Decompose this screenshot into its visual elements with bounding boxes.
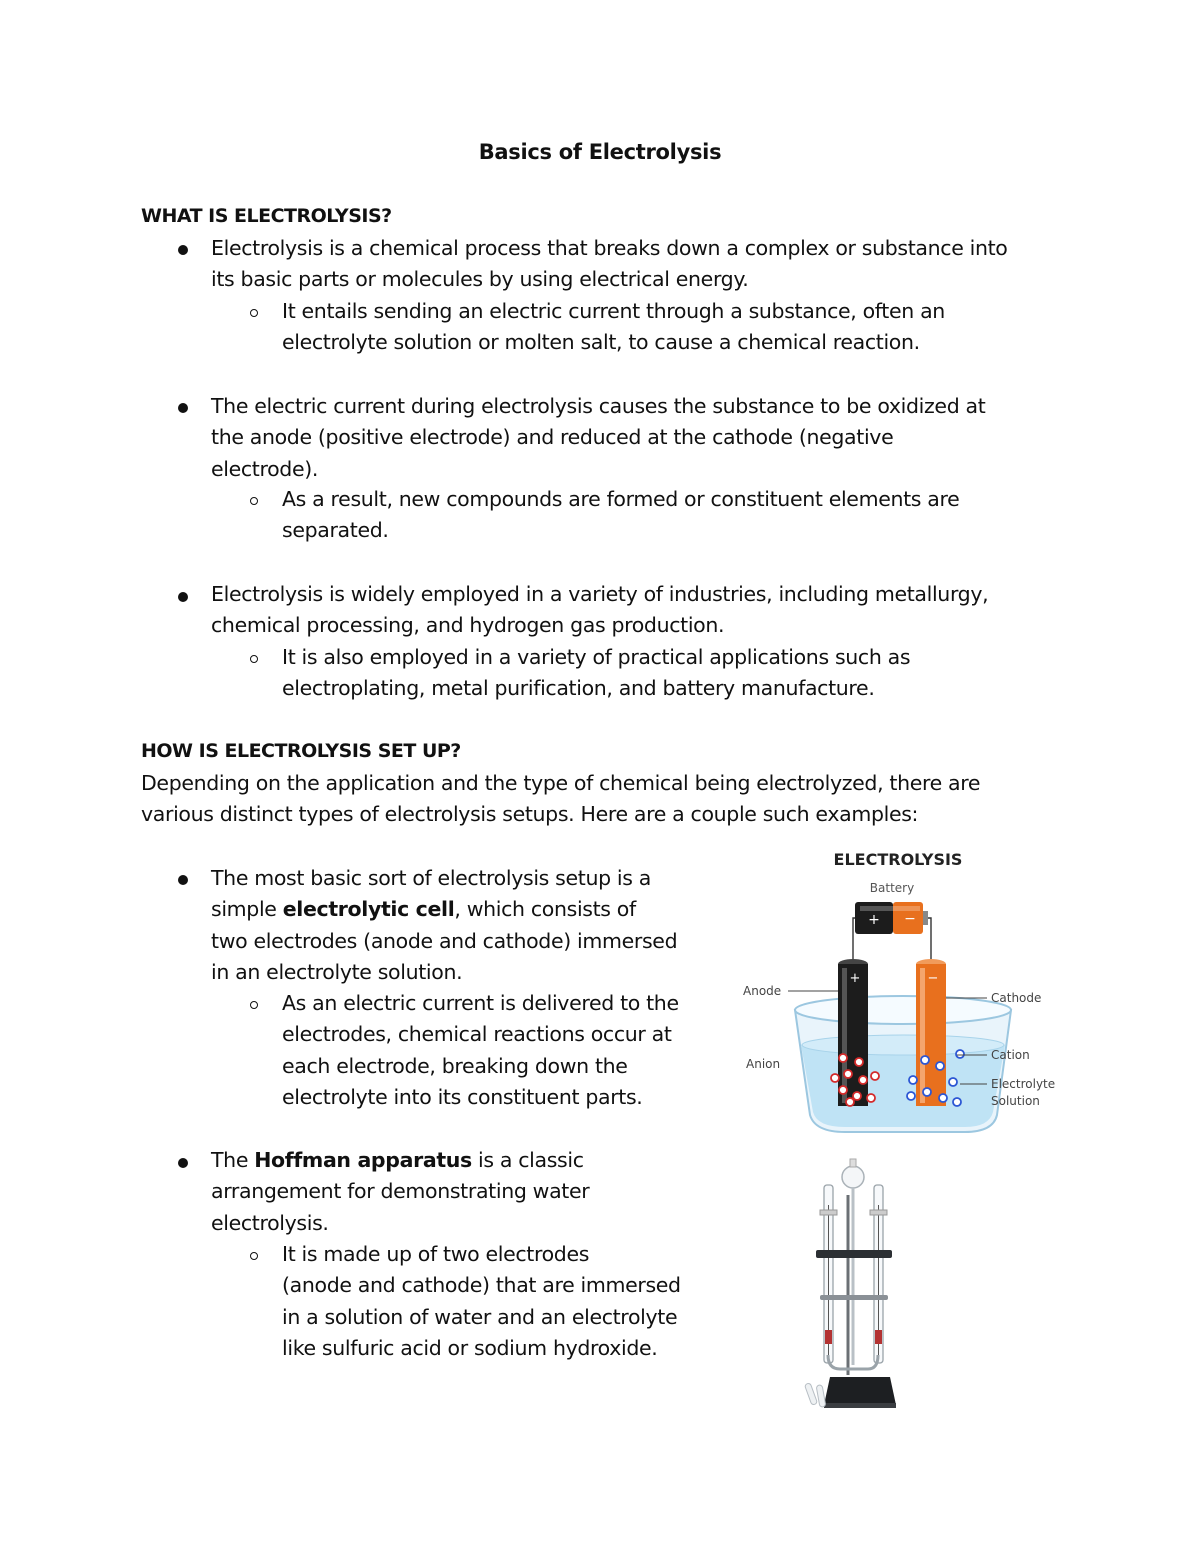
diagram-title: ELECTROLYSIS xyxy=(833,850,963,869)
term-hoffman-apparatus: Hoffman apparatus xyxy=(254,1148,472,1172)
svg-text:+: + xyxy=(849,971,861,986)
wire-anode xyxy=(853,918,855,960)
section-heading-how: HOW IS ELECTROLYSIS SET UP? xyxy=(141,740,461,762)
intro-paragraph: Depending on the application and the type of chemical being electrolyzed, there are various distinct types of electrolysis setups. Here are a couple such examples: xyxy=(141,771,981,827)
bullet-marker xyxy=(178,1158,188,1168)
sub-bullet-text: As a result, new compounds are formed or constituent elements are separated. xyxy=(282,487,960,543)
label-anode: Anode xyxy=(743,984,782,998)
section-heading-what: WHAT IS ELECTROLYSIS? xyxy=(141,205,392,227)
document-title: Basics of Electrolysis xyxy=(478,140,722,164)
sub-bullet-text: It is also employed in a variety of practical applications such as electroplating, metal purification, and battery manufacture. xyxy=(282,645,911,701)
label-cation: Cation xyxy=(991,1048,1030,1062)
svg-text:−: − xyxy=(927,971,939,986)
bullet-marker xyxy=(178,403,188,413)
term-electrolytic-cell: electrolytic cell xyxy=(282,897,455,922)
cathode-electrode xyxy=(916,959,946,1106)
bullet-text: The most basic sort of electrolysis setup is a simple electrolytic cell, which consists of two electrodes (anode and cathode) immersed in an electrolyte solution. xyxy=(211,866,678,984)
svg-text:−: − xyxy=(904,911,916,927)
bullet-text: The Hoffman apparatus is a classic arrangement for demonstrating water electrolysis. xyxy=(211,1148,590,1235)
label-electrolyte: Electrolyte xyxy=(991,1077,1056,1091)
sub-bullet-marker xyxy=(250,1252,258,1260)
sub-bullet-text: It is made up of two electrodes (anode and cathode) that are immersed in a solution of water and an electrolyte like sulfuric acid or sodium hydroxide. xyxy=(282,1242,681,1360)
sub-bullet-marker xyxy=(250,309,258,317)
bullet-text: Electrolysis is widely employed in a variety of industries, including metallurgy, chemical processing, and hydrogen gas production. xyxy=(211,582,989,638)
bullet-marker xyxy=(178,592,188,602)
battery-label: Battery xyxy=(869,881,915,895)
label-anion: Anion xyxy=(746,1057,781,1071)
electrolyte-water xyxy=(801,1045,1005,1127)
sub-bullet-marker xyxy=(250,1001,258,1009)
bullet-marker xyxy=(178,875,188,885)
hoffman-apparatus-image xyxy=(800,1155,910,1415)
battery-icon xyxy=(855,902,928,934)
bullet-marker xyxy=(178,245,188,255)
svg-text:+: + xyxy=(868,912,880,928)
sub-bullet-text: It entails sending an electric current through a substance, often an electrolyte solution or molten salt, to cause a chemical reaction. xyxy=(282,299,945,355)
electrolysis-diagram xyxy=(735,840,1065,1140)
wire-cathode xyxy=(928,918,931,960)
bullet-text: The electric current during electrolysis causes the substance to be oxidized at the anode (positive electrode) and reduced at the cathode (negative electrode). xyxy=(211,394,986,481)
sub-bullet-marker xyxy=(250,655,258,663)
label-solution: Solution xyxy=(991,1094,1040,1108)
bullet-text: Electrolysis is a chemical process that breaks down a complex or substance into its basic parts or molecules by using electrical energy. xyxy=(211,236,1008,292)
label-cathode: Cathode xyxy=(991,991,1042,1005)
sub-bullet-text: As an electric current is delivered to the electrodes, chemical reactions occur at each electrode, breaking down the electrolyte into its constituent parts. xyxy=(282,991,679,1109)
sub-bullet-marker xyxy=(250,497,258,505)
